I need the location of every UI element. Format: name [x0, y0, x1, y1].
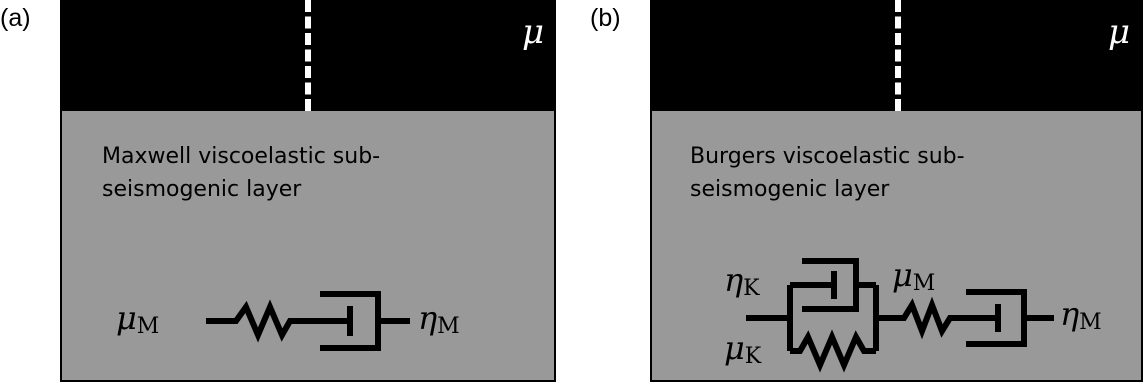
panel-b-eta-k-label: ηK	[724, 261, 760, 301]
panel-a-maxwell-model	[60, 111, 556, 382]
panel-b-spring-mu-k	[790, 337, 876, 365]
panel-a	[60, 0, 556, 382]
panel-a-spring-mu-m	[206, 307, 324, 335]
panel-b-mu-m-label: μM	[892, 256, 936, 296]
panel-b-kelvin-frame	[746, 285, 898, 351]
panel-b-caption-line-1: Burgers viscoelastic sub-	[690, 144, 965, 169]
panel-b-dashpot-eta-m	[966, 292, 1054, 344]
panel-a-label: (a)	[0, 4, 31, 32]
panel-b-eta-m-label: ηM	[1060, 295, 1102, 335]
panel-a-caption-line-2: seismogenic layer	[102, 177, 302, 202]
panel-a-fault-line	[305, 0, 311, 111]
panel-b-dashpot-eta-k	[790, 261, 876, 309]
panel-b-mu-k-label: μK	[724, 329, 762, 369]
panel-a-upper-mu-label: μ	[522, 12, 545, 52]
panel-b-upper-mu-label: μ	[1108, 12, 1131, 52]
panel-b-fault-line	[895, 0, 901, 111]
panel-a-eta-m-label: ηM	[418, 299, 460, 339]
panel-b-burgers-model	[650, 111, 1143, 382]
panel-b-spring-mu-m	[876, 305, 970, 331]
panel-b	[650, 0, 1143, 382]
panel-a-dashpot-eta-m	[320, 294, 410, 348]
panel-a-caption-line-1: Maxwell viscoelastic sub-	[102, 144, 381, 169]
panel-b-label: (b)	[590, 4, 621, 32]
panel-b-caption-line-2: seismogenic layer	[690, 177, 890, 202]
panel-a-mu-m-label: μM	[116, 299, 160, 339]
